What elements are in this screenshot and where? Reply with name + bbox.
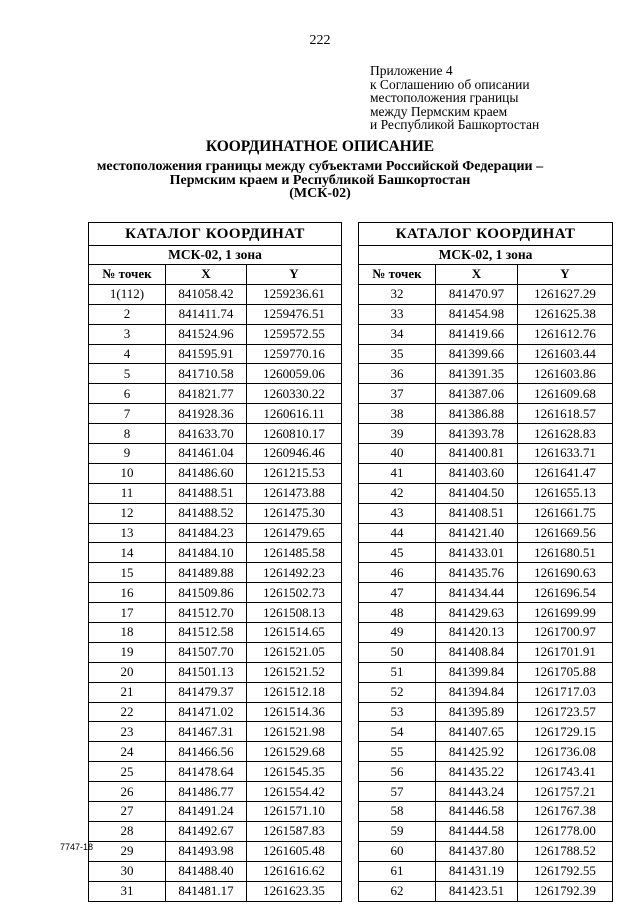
appendix-line: Приложение 4: [370, 63, 453, 78]
y-coordinate-cell: 1261778.00: [518, 821, 613, 841]
appendix-line: местоположения границы: [370, 90, 519, 105]
point-number-cell: 33: [359, 304, 436, 324]
point-number-cell: 8: [89, 424, 166, 444]
y-coordinate-cell: 1261485.58: [247, 543, 342, 563]
table-row: [89, 523, 342, 543]
y-coordinate-cell: 1261736.08: [518, 742, 613, 762]
point-number-cell: 42: [359, 483, 436, 503]
x-coordinate-cell: 841493.98: [166, 841, 247, 861]
x-coordinate-cell: 841393.78: [436, 424, 518, 444]
x-coordinate-cell: 841467.31: [166, 722, 247, 742]
y-coordinate-cell: 1259236.61: [247, 284, 342, 304]
table-row: [89, 802, 342, 822]
x-coordinate-cell: 841488.51: [166, 483, 247, 503]
table-row: [359, 841, 613, 861]
y-coordinate-cell: 1261603.44: [518, 344, 613, 364]
point-number-cell: 30: [89, 861, 166, 881]
table-row: [89, 722, 342, 742]
x-coordinate-cell: 841391.35: [436, 364, 518, 384]
table-row: [359, 463, 613, 483]
y-coordinate-cell: 1261587.83: [247, 821, 342, 841]
table-row: [359, 284, 613, 304]
document-subtitle: [0, 160, 640, 201]
subtitle-line: (МСК-02): [289, 186, 351, 201]
x-coordinate-cell: 841484.10: [166, 543, 247, 563]
y-coordinate-cell: 1261492.23: [247, 563, 342, 583]
y-coordinate-cell: 1259770.16: [247, 344, 342, 364]
x-coordinate-cell: 841471.02: [166, 702, 247, 722]
x-coordinate-cell: 841434.44: [436, 583, 518, 603]
table-row: [89, 543, 342, 563]
column-header-x: X: [436, 265, 518, 285]
x-coordinate-cell: 841524.96: [166, 324, 247, 344]
table-row: [89, 424, 342, 444]
y-coordinate-cell: 1261521.52: [247, 662, 342, 682]
point-number-cell: 10: [89, 463, 166, 483]
x-coordinate-cell: 841399.84: [436, 662, 518, 682]
y-coordinate-cell: 1261623.35: [247, 881, 342, 901]
table-row: [89, 444, 342, 464]
point-number-cell: 12: [89, 503, 166, 523]
catalog-rows: [359, 284, 613, 901]
y-coordinate-cell: 1261690.63: [518, 563, 613, 583]
x-coordinate-cell: 841400.81: [436, 444, 518, 464]
table-row: [89, 742, 342, 762]
table-row: [89, 284, 342, 304]
point-number-cell: 36: [359, 364, 436, 384]
x-coordinate-cell: 841446.58: [436, 802, 518, 822]
point-number-cell: 17: [89, 603, 166, 623]
point-number-cell: 16: [89, 583, 166, 603]
y-coordinate-cell: 1261512.18: [247, 682, 342, 702]
x-coordinate-cell: 841479.37: [166, 682, 247, 702]
y-coordinate-cell: 1260330.22: [247, 384, 342, 404]
table-row: [89, 782, 342, 802]
y-coordinate-cell: 1260810.17: [247, 424, 342, 444]
table-row: [359, 384, 613, 404]
table-row: [89, 304, 342, 324]
point-number-cell: 24: [89, 742, 166, 762]
x-coordinate-cell: 841478.64: [166, 762, 247, 782]
point-number-cell: 6: [89, 384, 166, 404]
table-row: [89, 324, 342, 344]
point-number-cell: 7: [89, 404, 166, 424]
y-coordinate-cell: 1261521.05: [247, 642, 342, 662]
y-coordinate-cell: 1261514.65: [247, 623, 342, 643]
x-coordinate-cell: 841512.58: [166, 623, 247, 643]
table-row: [359, 762, 613, 782]
x-coordinate-cell: 841435.76: [436, 563, 518, 583]
y-coordinate-cell: 1261717.03: [518, 682, 613, 702]
table-row: [89, 702, 342, 722]
y-coordinate-cell: 1261641.47: [518, 463, 613, 483]
y-coordinate-cell: 1261508.13: [247, 603, 342, 623]
y-coordinate-cell: 1261215.53: [247, 463, 342, 483]
x-coordinate-cell: 841420.13: [436, 623, 518, 643]
x-coordinate-cell: 841492.67: [166, 821, 247, 841]
footer-code: 7747-18: [60, 842, 94, 852]
y-coordinate-cell: 1261723.57: [518, 702, 613, 722]
point-number-cell: 3: [89, 324, 166, 344]
y-coordinate-cell: 1261788.52: [518, 841, 613, 861]
point-number-cell: 44: [359, 523, 436, 543]
table-row: [359, 702, 613, 722]
table-row: [89, 384, 342, 404]
table-row: [359, 444, 613, 464]
table-row: [89, 821, 342, 841]
x-coordinate-cell: 841431.19: [436, 861, 518, 881]
y-coordinate-cell: 1261699.99: [518, 603, 613, 623]
table-row: [359, 523, 613, 543]
x-coordinate-cell: 841421.40: [436, 523, 518, 543]
y-coordinate-cell: 1261792.55: [518, 861, 613, 881]
point-number-cell: 55: [359, 742, 436, 762]
catalog-title: КАТАЛОГ КООРДИНАТ: [359, 223, 613, 246]
y-coordinate-cell: 1261554.42: [247, 782, 342, 802]
appendix-line: между Пермским краем: [370, 103, 508, 119]
y-coordinate-cell: 1260616.11: [247, 404, 342, 424]
x-coordinate-cell: 841394.84: [436, 682, 518, 702]
table-row: [359, 344, 613, 364]
point-number-cell: 2: [89, 304, 166, 324]
point-number-cell: 49: [359, 623, 436, 643]
point-number-cell: 4: [89, 344, 166, 364]
column-header-y: Y: [247, 265, 342, 285]
table-row: [89, 483, 342, 503]
x-coordinate-cell: 841481.17: [166, 881, 247, 901]
document-title: КООРДИНАТНОЕ ОПИСАНИЕ: [205, 138, 435, 155]
y-coordinate-cell: 1261669.56: [518, 523, 613, 543]
point-number-cell: 58: [359, 802, 436, 822]
x-coordinate-cell: 841403.60: [436, 463, 518, 483]
point-number-cell: 53: [359, 702, 436, 722]
point-number-cell: 45: [359, 543, 436, 563]
y-coordinate-cell: 1261514.36: [247, 702, 342, 722]
y-coordinate-cell: 1261655.13: [518, 483, 613, 503]
x-coordinate-cell: 841429.63: [436, 603, 518, 623]
table-row: [89, 682, 342, 702]
point-number-cell: 39: [359, 424, 436, 444]
point-number-cell: 25: [89, 762, 166, 782]
table-row: [359, 722, 613, 742]
point-number-cell: 20: [89, 662, 166, 682]
x-coordinate-cell: 841509.86: [166, 583, 247, 603]
point-number-cell: 13: [89, 523, 166, 543]
point-number-cell: 46: [359, 563, 436, 583]
point-number-cell: 18: [89, 623, 166, 643]
y-coordinate-cell: 1261609.68: [518, 384, 613, 404]
y-coordinate-cell: 1261529.68: [247, 742, 342, 762]
point-number-cell: 1(112): [89, 284, 166, 304]
y-coordinate-cell: 1261521.98: [247, 722, 342, 742]
table-row: [89, 642, 342, 662]
x-coordinate-cell: 841507.70: [166, 642, 247, 662]
point-number-cell: 5: [89, 364, 166, 384]
x-coordinate-cell: 841488.40: [166, 861, 247, 881]
table-row: [89, 623, 342, 643]
y-coordinate-cell: 1261616.62: [247, 861, 342, 881]
y-coordinate-cell: 1260059.06: [247, 364, 342, 384]
table-row: [359, 682, 613, 702]
y-coordinate-cell: 1261605.48: [247, 841, 342, 861]
y-coordinate-cell: 1261627.29: [518, 284, 613, 304]
x-coordinate-cell: 841395.89: [436, 702, 518, 722]
x-coordinate-cell: 841407.65: [436, 722, 518, 742]
y-coordinate-cell: 1261680.51: [518, 543, 613, 563]
table-row: [359, 543, 613, 563]
y-coordinate-cell: 1261661.75: [518, 503, 613, 523]
y-coordinate-cell: 1259572.55: [247, 324, 342, 344]
x-coordinate-cell: 841486.60: [166, 463, 247, 483]
table-row: [89, 364, 342, 384]
point-number-cell: 60: [359, 841, 436, 861]
point-number-cell: 22: [89, 702, 166, 722]
x-coordinate-cell: 841461.04: [166, 444, 247, 464]
table-row: [359, 742, 613, 762]
point-number-cell: 37: [359, 384, 436, 404]
y-coordinate-cell: 1261729.15: [518, 722, 613, 742]
x-coordinate-cell: 841058.42: [166, 284, 247, 304]
x-coordinate-cell: 841387.06: [436, 384, 518, 404]
x-coordinate-cell: 841444.58: [436, 821, 518, 841]
point-number-cell: 50: [359, 642, 436, 662]
column-header-y: Y: [518, 265, 613, 285]
x-coordinate-cell: 841443.24: [436, 782, 518, 802]
y-coordinate-cell: 1259476.51: [247, 304, 342, 324]
x-coordinate-cell: 841466.56: [166, 742, 247, 762]
y-coordinate-cell: 1261625.38: [518, 304, 613, 324]
y-coordinate-cell: 1261612.76: [518, 324, 613, 344]
page-number: 222: [309, 33, 331, 48]
y-coordinate-cell: 1261767.38: [518, 802, 613, 822]
x-coordinate-cell: 841399.66: [436, 344, 518, 364]
point-number-cell: 26: [89, 782, 166, 802]
x-coordinate-cell: 841821.77: [166, 384, 247, 404]
point-number-cell: 57: [359, 782, 436, 802]
y-coordinate-cell: 1261705.88: [518, 662, 613, 682]
table-row: [89, 603, 342, 623]
point-number-cell: 28: [89, 821, 166, 841]
table-row: [89, 662, 342, 682]
point-number-cell: 29: [89, 841, 166, 861]
appendix-note: [370, 64, 539, 132]
table-row: [359, 324, 613, 344]
coordinate-catalog-left: [88, 222, 342, 902]
point-number-cell: 38: [359, 404, 436, 424]
x-coordinate-cell: 841425.92: [436, 742, 518, 762]
table-row: [359, 503, 613, 523]
point-number-cell: 52: [359, 682, 436, 702]
y-coordinate-cell: 1261475.30: [247, 503, 342, 523]
point-number-cell: 35: [359, 344, 436, 364]
table-row: [89, 841, 342, 861]
appendix-line: к Соглашению об описании: [370, 76, 530, 92]
x-coordinate-cell: 841512.70: [166, 603, 247, 623]
y-coordinate-cell: 1260946.46: [247, 444, 342, 464]
point-number-cell: 43: [359, 503, 436, 523]
y-coordinate-cell: 1261479.65: [247, 523, 342, 543]
point-number-cell: 56: [359, 762, 436, 782]
x-coordinate-cell: 841484.23: [166, 523, 247, 543]
table-row: [89, 503, 342, 523]
column-header-point-number: № точек: [359, 265, 436, 285]
x-coordinate-cell: 841437.80: [436, 841, 518, 861]
point-number-cell: 19: [89, 642, 166, 662]
point-number-cell: 51: [359, 662, 436, 682]
point-number-cell: 48: [359, 603, 436, 623]
column-header-point-number: № точек: [89, 265, 166, 285]
table-row: [359, 881, 613, 901]
table-row: [89, 762, 342, 782]
point-number-cell: 59: [359, 821, 436, 841]
y-coordinate-cell: 1261700.97: [518, 623, 613, 643]
y-coordinate-cell: 1261701.91: [518, 642, 613, 662]
table-row: [359, 304, 613, 324]
x-coordinate-cell: 841470.97: [436, 284, 518, 304]
table-row: [359, 782, 613, 802]
y-coordinate-cell: 1261633.71: [518, 444, 613, 464]
table-row: [89, 563, 342, 583]
point-number-cell: 34: [359, 324, 436, 344]
table-row: [89, 881, 342, 901]
table-row: [359, 802, 613, 822]
table-row: [359, 623, 613, 643]
point-number-cell: 61: [359, 861, 436, 881]
x-coordinate-cell: 841488.52: [166, 503, 247, 523]
x-coordinate-cell: 841408.51: [436, 503, 518, 523]
table-row: [359, 603, 613, 623]
table-row: [359, 404, 613, 424]
point-number-cell: 47: [359, 583, 436, 603]
y-coordinate-cell: 1261696.54: [518, 583, 613, 603]
table-row: [89, 861, 342, 881]
x-coordinate-cell: 841411.74: [166, 304, 247, 324]
table-row: [359, 821, 613, 841]
x-coordinate-cell: 841486.77: [166, 782, 247, 802]
y-coordinate-cell: 1261792.39: [518, 881, 613, 901]
point-number-cell: 62: [359, 881, 436, 901]
table-row: [89, 463, 342, 483]
y-coordinate-cell: 1261545.35: [247, 762, 342, 782]
point-number-cell: 41: [359, 463, 436, 483]
point-number-cell: 15: [89, 563, 166, 583]
table-row: [359, 563, 613, 583]
x-coordinate-cell: 841454.98: [436, 304, 518, 324]
y-coordinate-cell: 1261603.86: [518, 364, 613, 384]
x-coordinate-cell: 841501.13: [166, 662, 247, 682]
table-row: [89, 583, 342, 603]
y-coordinate-cell: 1261571.10: [247, 802, 342, 822]
point-number-cell: 54: [359, 722, 436, 742]
point-number-cell: 40: [359, 444, 436, 464]
y-coordinate-cell: 1261757.21: [518, 782, 613, 802]
y-coordinate-cell: 1261743.41: [518, 762, 613, 782]
appendix-line: и Республикой Башкортостан: [370, 117, 540, 132]
point-number-cell: 21: [89, 682, 166, 702]
column-header-x: X: [166, 265, 247, 285]
x-coordinate-cell: 841633.70: [166, 424, 247, 444]
point-number-cell: 32: [359, 284, 436, 304]
catalog-title: КАТАЛОГ КООРДИНАТ: [89, 223, 342, 246]
catalog-rows: [89, 284, 342, 901]
table-row: [359, 662, 613, 682]
point-number-cell: 9: [89, 444, 166, 464]
subtitle-line: Пермским краем и Республикой Башкортостан: [169, 172, 471, 188]
x-coordinate-cell: 841491.24: [166, 802, 247, 822]
table-row: [359, 861, 613, 881]
x-coordinate-cell: 841408.84: [436, 642, 518, 662]
y-coordinate-cell: 1261502.73: [247, 583, 342, 603]
point-number-cell: 23: [89, 722, 166, 742]
point-number-cell: 27: [89, 802, 166, 822]
x-coordinate-cell: 841489.88: [166, 563, 247, 583]
point-number-cell: 31: [89, 881, 166, 901]
x-coordinate-cell: 841404.50: [436, 483, 518, 503]
x-coordinate-cell: 841595.91: [166, 344, 247, 364]
y-coordinate-cell: 1261628.83: [518, 424, 613, 444]
table-row: [359, 583, 613, 603]
table-row: [359, 424, 613, 444]
coordinate-catalog-right: [358, 222, 613, 902]
x-coordinate-cell: 841423.51: [436, 881, 518, 901]
table-row: [89, 404, 342, 424]
x-coordinate-cell: 841419.66: [436, 324, 518, 344]
y-coordinate-cell: 1261473.88: [247, 483, 342, 503]
subtitle-line: местоположения границы между субъектами Российской Федерации –: [96, 159, 544, 174]
point-number-cell: 11: [89, 483, 166, 503]
table-row: [359, 364, 613, 384]
x-coordinate-cell: 841386.88: [436, 404, 518, 424]
table-row: [89, 344, 342, 364]
table-row: [359, 642, 613, 662]
point-number-cell: 14: [89, 543, 166, 563]
x-coordinate-cell: 841433.01: [436, 543, 518, 563]
catalog-zone: МСК-02, 1 зона: [359, 246, 613, 265]
x-coordinate-cell: 841928.36: [166, 404, 247, 424]
x-coordinate-cell: 841435.22: [436, 762, 518, 782]
table-row: [359, 483, 613, 503]
catalog-zone: МСК-02, 1 зона: [89, 246, 342, 265]
y-coordinate-cell: 1261618.57: [518, 404, 613, 424]
x-coordinate-cell: 841710.58: [166, 364, 247, 384]
